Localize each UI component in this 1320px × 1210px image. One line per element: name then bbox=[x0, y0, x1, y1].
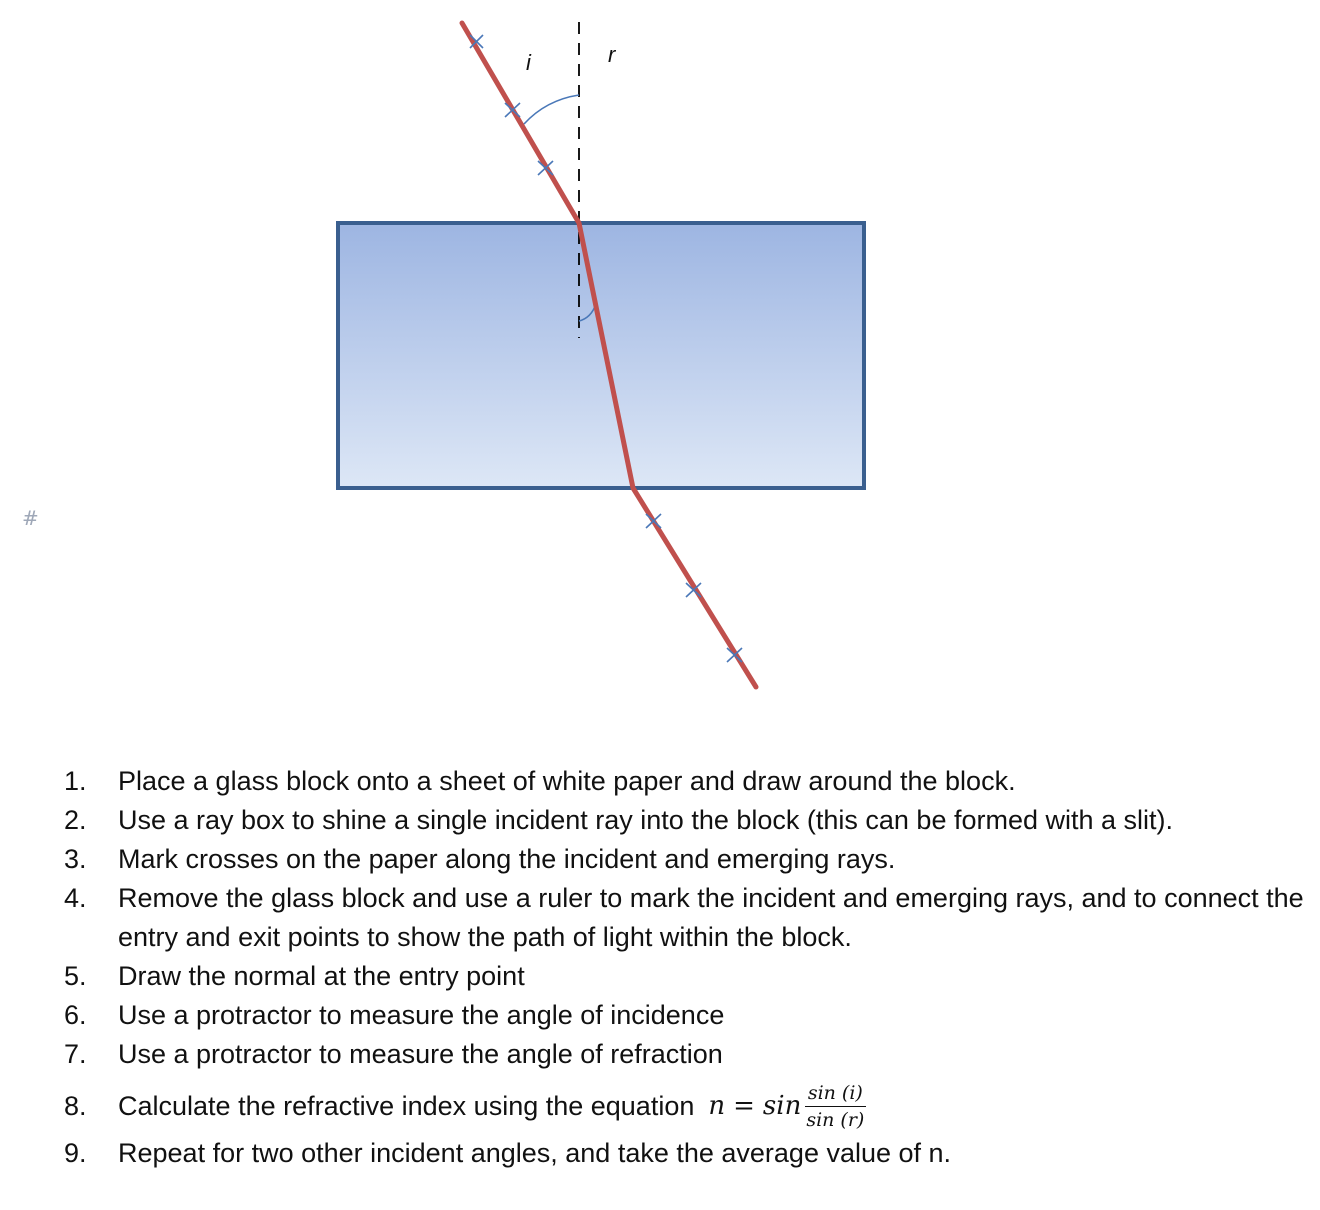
step-number: 9. bbox=[64, 1138, 87, 1168]
step-number: 7. bbox=[64, 1039, 87, 1069]
equation-function: sin bbox=[762, 1090, 802, 1121]
list-item bbox=[64, 879, 1304, 957]
step-text: Use a protractor to measure the angle of incidence bbox=[118, 1000, 725, 1030]
step-text-with-equation bbox=[118, 1082, 1304, 1131]
step-text: Remove the glass block and use a ruler to mark the incident and emerging rays, and to connect the entry and exit points to show the path of light within the block. bbox=[118, 883, 1304, 952]
step-number: 2. bbox=[64, 805, 87, 835]
equation-fraction bbox=[803, 1082, 867, 1131]
step-text: Calculate the refractive index using the equation bbox=[118, 1090, 695, 1121]
list-item bbox=[64, 1078, 1304, 1134]
angle-of-incidence-arc bbox=[524, 95, 579, 124]
label-refraction: r bbox=[608, 42, 616, 67]
step-text: Place a glass block onto a sheet of white paper and draw around the block. bbox=[118, 766, 1016, 796]
step-number: 6. bbox=[64, 1000, 87, 1030]
equation-equals: = bbox=[733, 1090, 755, 1121]
refractive-index-equation bbox=[708, 1082, 867, 1131]
step-text: Repeat for two other incident angles, and take the average value of n. bbox=[118, 1138, 952, 1168]
list-item bbox=[64, 996, 1304, 1035]
step-number: 8. bbox=[64, 1090, 87, 1121]
step-number: 5. bbox=[64, 961, 87, 991]
equation-denominator: sin (r) bbox=[806, 1108, 865, 1131]
list-item bbox=[64, 1134, 1304, 1173]
equation-lhs: n bbox=[708, 1090, 726, 1121]
list-item bbox=[64, 840, 1304, 879]
list-item bbox=[64, 801, 1304, 840]
step-number: 1. bbox=[64, 766, 87, 796]
list-item bbox=[64, 1035, 1304, 1074]
step-number: 3. bbox=[64, 844, 87, 874]
step-text: Use a protractor to measure the angle of refraction bbox=[118, 1039, 723, 1069]
step-number: 4. bbox=[64, 883, 87, 913]
step-text: Draw the normal at the entry point bbox=[118, 961, 525, 991]
step-text: Use a ray box to shine a single incident ray into the block (this can be formed with a slit). bbox=[118, 805, 1174, 835]
stray-hash-mark: # bbox=[22, 506, 39, 530]
equation-numerator: sin (i) bbox=[805, 1082, 866, 1107]
label-incidence: i bbox=[526, 50, 531, 75]
glass-block bbox=[338, 223, 864, 488]
step-text: Mark crosses on the paper along the incident and emerging rays. bbox=[118, 844, 896, 874]
procedure-steps bbox=[64, 762, 1304, 1173]
list-item bbox=[64, 762, 1304, 801]
list-item bbox=[64, 957, 1304, 996]
